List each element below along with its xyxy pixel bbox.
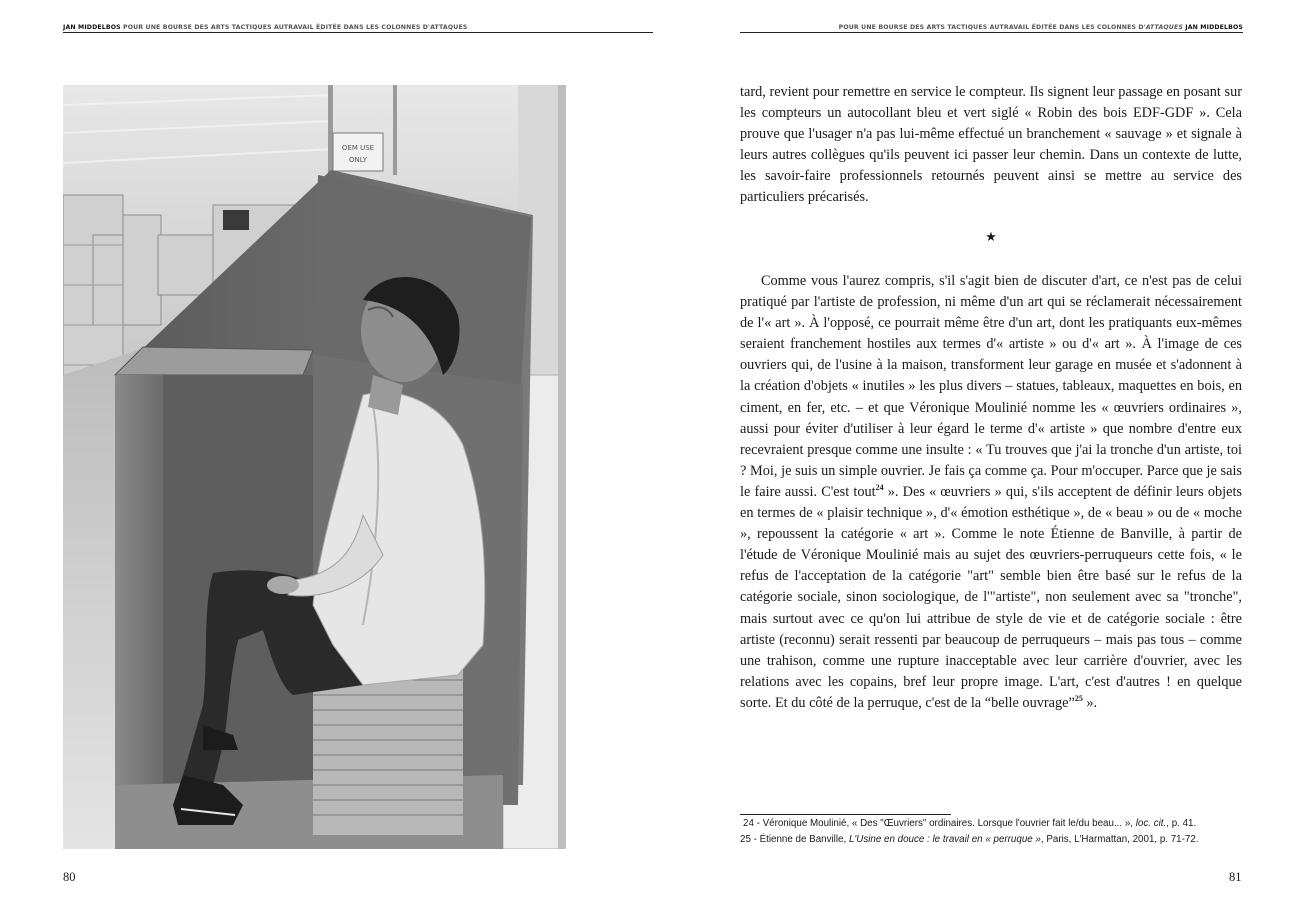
paragraph-text — [740, 271, 1242, 714]
footnote-rule — [740, 814, 951, 815]
body-paragraph-2 — [740, 271, 1242, 714]
running-head-right — [839, 24, 1243, 31]
running-head-title-italic: ATTAQUES — [1145, 24, 1183, 31]
photo-sleeping-worker — [63, 85, 566, 849]
svg-text:ONLY: ONLY — [349, 156, 367, 164]
page-number-left: 80 — [63, 870, 76, 884]
paragraph-text: tard, revient pour remettre en service le compteur. Ils signent leur passage en posant sur les compteurs un autocollant bleu et vert siglé « Robin des bois EDF-GDF ». Cela prouve que l'usager n'a pas lui-même effectué un branchement « sauvage » et signale à leurs autres collègues qu'ils peuvent ici passer leur chemin. Dans un contexte de lutte, les savoir-faire professionnels retournés peuvent ainsi se mettre au service des particuliers précarisés. — [740, 84, 1242, 206]
body-paragraph-1 — [740, 82, 1242, 209]
section-break-star: ★ — [985, 229, 997, 244]
svg-text:OEM USE: OEM USE — [341, 144, 375, 152]
paragraph-text-part-a: Comme vous l'aurez compris, s'il s'agit bien de discuter d'art, ce n'est pas de celui pratiqué par l'artiste de profession, ni même d'un art qui se réclamerait nécessairement de l'« art ». À l'opposé, ce pourrait même être d'un art, dont les pratiquants eux-mêmes seraient franchement hostiles aux termes d'« artiste » ou d'« art ». À l'image de ces ouvriers qui, de l'usine à la maison, transforment leur garage en musée et s'adonnent à la création d'objets « inutiles » les plus divers – statues, tableaux, maquettes en bois, en ciment, en fer, etc. – et que Véronique Moulinié nomme les « œuvriers ordinaires », aussi pour éviter d'utiliser à leur égard le terme d'« artiste » que nombre d'entre eux recevraient presque comme une insulte : « Tu trouves que j'ai la tronche d'un artiste, toi ? Moi, je suis un simple ouvrier. Je fais ça comme ça. Pour m'occuper. Parce que je sais le faire aussi. C'est tout — [740, 273, 1242, 500]
running-head-title: POUR UNE BOURSE DES ARTS TACTIQUES AUTRAVAIL ÉDITÉE DANS LES COLONNES D'ATTAQUES — [123, 24, 468, 31]
footnote-ref-24: 24 — [875, 483, 884, 493]
page-number-right: 81 — [1229, 870, 1242, 884]
footnotes — [740, 816, 1242, 848]
footnote-ref-25: 25 — [1074, 694, 1083, 704]
footnote-24: 24 - Véronique Moulinié, « Des "Œuvriers" ordinaires. Lorsque l'ouvrier fait le/du beau... », loc. cit., p. 41. — [743, 818, 1197, 829]
running-head-left — [63, 24, 467, 31]
paragraph-text-part-c: ». — [1082, 694, 1098, 711]
running-head-author: JAN MIDDELBOS — [1185, 24, 1243, 31]
header-rule-right — [740, 32, 1243, 33]
footnote-25: 25 - Étienne de Banville, L'Usine en douce : le travail en « perruque », Paris, L'Harmattan, 2001, p. 71-72. — [740, 834, 1199, 845]
running-head-title: POUR UNE BOURSE DES ARTS TACTIQUES AUTRAVAIL ÉDITÉE DANS LES COLONNES D' — [838, 24, 1146, 31]
running-head-author: JAN MIDDELBOS — [63, 24, 121, 31]
oem-sign — [333, 133, 383, 171]
left-page — [0, 0, 652, 913]
paragraph-text-part-b: ». Des « œuvriers » qui, s'ils acceptent de définir leurs objets en termes de « plaisir technique », d'« émotion esthétique », de « beau » ou de « moche », repoussent la catégorie « art ». Comme le note Étienne de Banville, à partir de l'étude de Véronique Moulinié mais au sujet des œuvriers-perruqueurs cette fois, « le refus de l'acceptation de la catégorie "art" semble bien être basé sur le refus de la catégorie sociale, sinon sociologique, de l'"artiste", non seulement avec sa "tronche", mais surtout avec ce qu'on lui attribue de style de vie et de catégorie sociale : être artiste (reconnu) serait ressenti par beaucoup de perruqueurs – mais pas tous – comme une trahison, comme une rupture inacceptable avec leur carrière d'ouvrier, avec les relations avec les copains, bref leur propre image. L'art, c'est d'autres ! en quelque sorte. Et du côté de la perruque, c'est de la “belle ouvrage” — [740, 483, 1242, 711]
header-rule-left — [63, 32, 653, 33]
